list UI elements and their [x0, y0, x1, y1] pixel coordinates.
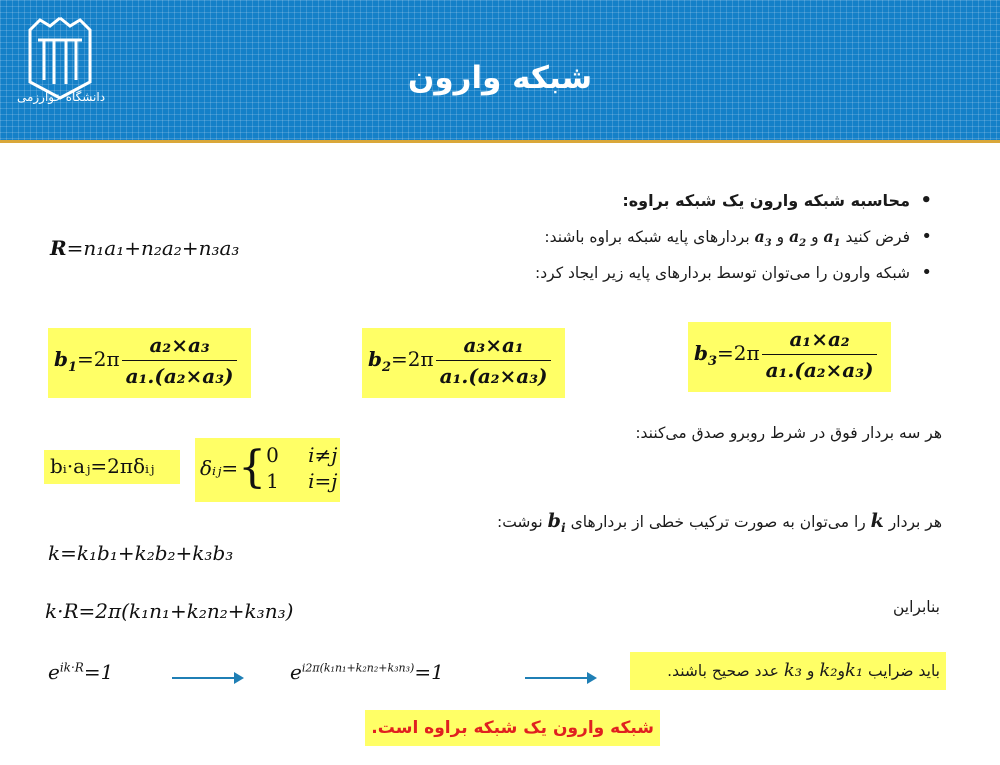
b3-equation: $b_3=2\pi$ $\frac{\text{a₁×a₂}}{\text{a₁.(a₂×a₃)}}$ — [694, 327, 877, 382]
logo-caption: دانشگاه خوارزمی — [16, 90, 106, 104]
arrow-icon — [525, 677, 595, 679]
conjunction: و — [811, 228, 819, 246]
bullet-item: • محاسبه شبکه وارون یک شبکه براوه: — [312, 190, 932, 226]
arrow-icon — [172, 677, 242, 679]
dot-product-equation: bᵢ·aⱼ=2πδᵢⱼ — [50, 454, 155, 478]
slide-title: شبکه وارون — [407, 60, 593, 96]
vector-a1: $a_1$ — [823, 227, 841, 250]
integer-coefficients-text: باید ضرایب k₁وk₂ و k₃ عدد صحیح باشند. — [667, 660, 940, 681]
bullet-item — [312, 226, 932, 262]
vector-a2: $a_2$ — [789, 227, 807, 250]
vector-a3: $a_3$ — [754, 227, 772, 250]
lattice-vector-equation: R=n₁a₁+n₂a₂+n₃a₃ — [50, 236, 240, 260]
bullet-text: بردارهای پایه شبکه براوه باشند: — [544, 228, 750, 246]
kR-equation: k·R=2π(k₁n₁+k₂n₂+k₃n₃) — [45, 599, 294, 623]
kronecker-delta-equation: δᵢⱼ={ 0 i≠j 1 i=j — [200, 442, 338, 493]
k-vector-equation: k=k₁b₁+k₂b₂+k₃b₃ — [48, 541, 234, 565]
b1-equation: $b_1=2\pi$ $\frac{\text{a₂×a₃}}{\text{a₁.(a₂×a₃)}}$ — [54, 333, 237, 388]
header-divider — [0, 140, 1000, 143]
k-combination-text: هر بردار k را می‌توان به صورت ترکیب خطی از بردارهای $b_i$ نوشت: — [496, 510, 942, 535]
therefore-text: بنابراین — [893, 598, 940, 616]
b2-equation: $b_2=2\pi$ $\frac{\text{a₃×a₁}}{\text{a₁.(a₂×a₃)}}$ — [368, 333, 551, 388]
bullet-item: • شبکه وارون را می‌توان توسط بردارهای پایه زیر ایجاد کرد: — [312, 262, 932, 298]
conjunction: و — [776, 228, 785, 246]
bullet-list — [312, 190, 932, 298]
bullet-text: فرض کنید — [845, 228, 910, 246]
condition-text: هر سه بردار فوق در شرط روبرو صدق می‌کنند: — [635, 424, 942, 442]
conclusion-text: شبکه وارون یک شبکه براوه است. — [365, 710, 660, 746]
exponent-equation-1: $e^{ik\cdot R}=1$ — [48, 660, 114, 684]
exponent-equation-2: $e^{i2\pi(k_1n_1+k_2n_2+k_3n_3)}=1$ — [290, 660, 444, 684]
